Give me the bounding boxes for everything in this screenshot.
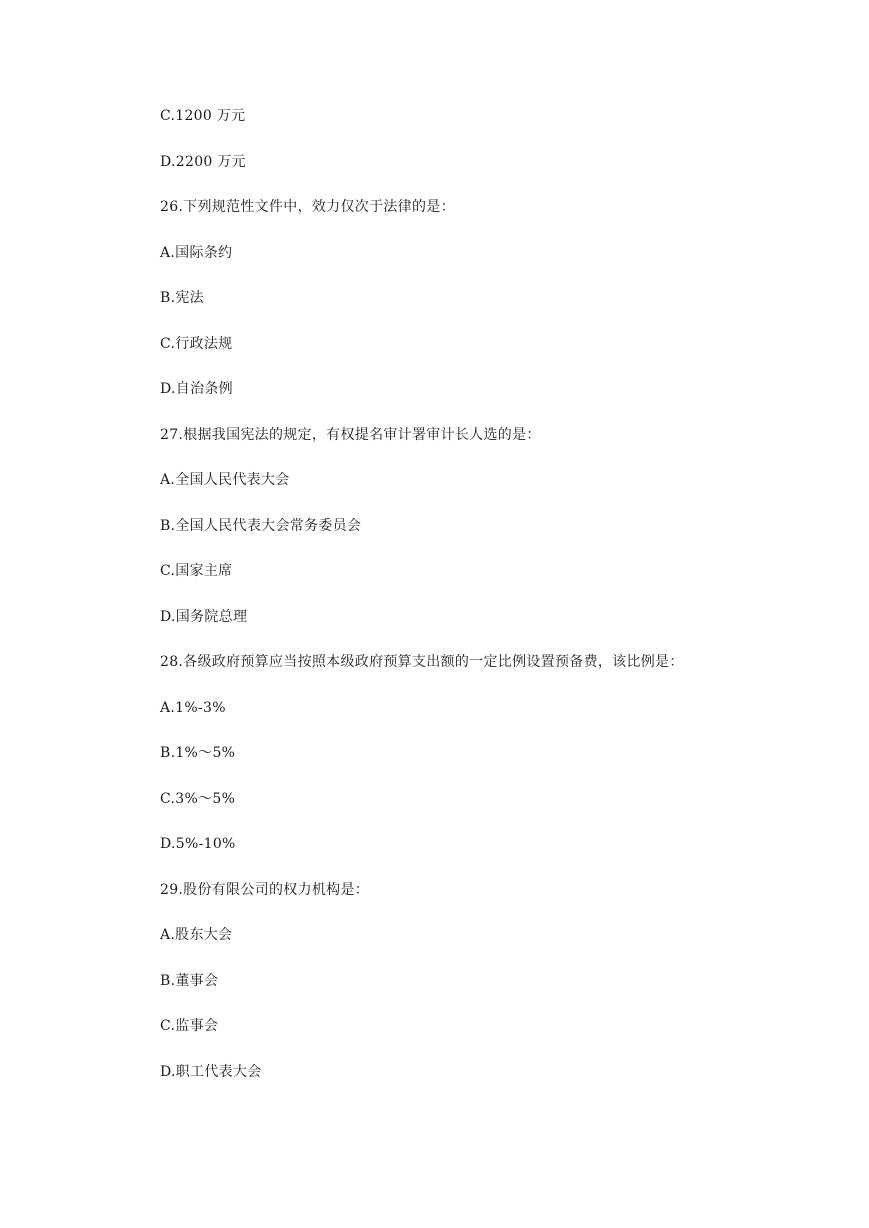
option-c-q29: C.监事会	[160, 1018, 219, 1034]
option-d-q26: D.自治条例	[160, 381, 233, 397]
option-b-q29: B.董事会	[160, 973, 219, 989]
question-27: 27.根据我国宪法的规定，有权提名审计署审计长人选的是：	[160, 427, 541, 443]
option-d-q28: D.5%-10%	[160, 836, 236, 852]
option-d-q27: D.国务院总理	[160, 609, 248, 625]
option-a-q29: A.股东大会	[160, 927, 233, 943]
option-c-q27: C.国家主席	[160, 563, 233, 579]
question-28: 28.各级政府预算应当按照本级政府预算支出额的一定比例设置预备费，该比例是：	[160, 654, 684, 670]
option-a-q28: A.1%-3%	[160, 700, 226, 716]
option-c-q26: C.行政法规	[160, 336, 233, 352]
option-a-q27: A.全国人民代表大会	[160, 472, 290, 488]
question-26: 26.下列规范性文件中，效力仅次于法律的是：	[160, 199, 455, 215]
option-d-q25: D.2200 万元	[160, 154, 246, 170]
option-b-q26: B.宪法	[160, 290, 204, 306]
option-d-q29: D.职工代表大会	[160, 1064, 262, 1080]
option-a-q26: A.国际条约	[160, 245, 233, 261]
option-b-q28: B.1%～5%	[160, 745, 236, 761]
option-c-q28: C.3%～5%	[160, 791, 236, 807]
option-b-q27: B.全国人民代表大会常务委员会	[160, 518, 362, 534]
option-c-q25: C.1200 万元	[160, 108, 246, 124]
question-29: 29.股份有限公司的权力机构是：	[160, 882, 370, 898]
